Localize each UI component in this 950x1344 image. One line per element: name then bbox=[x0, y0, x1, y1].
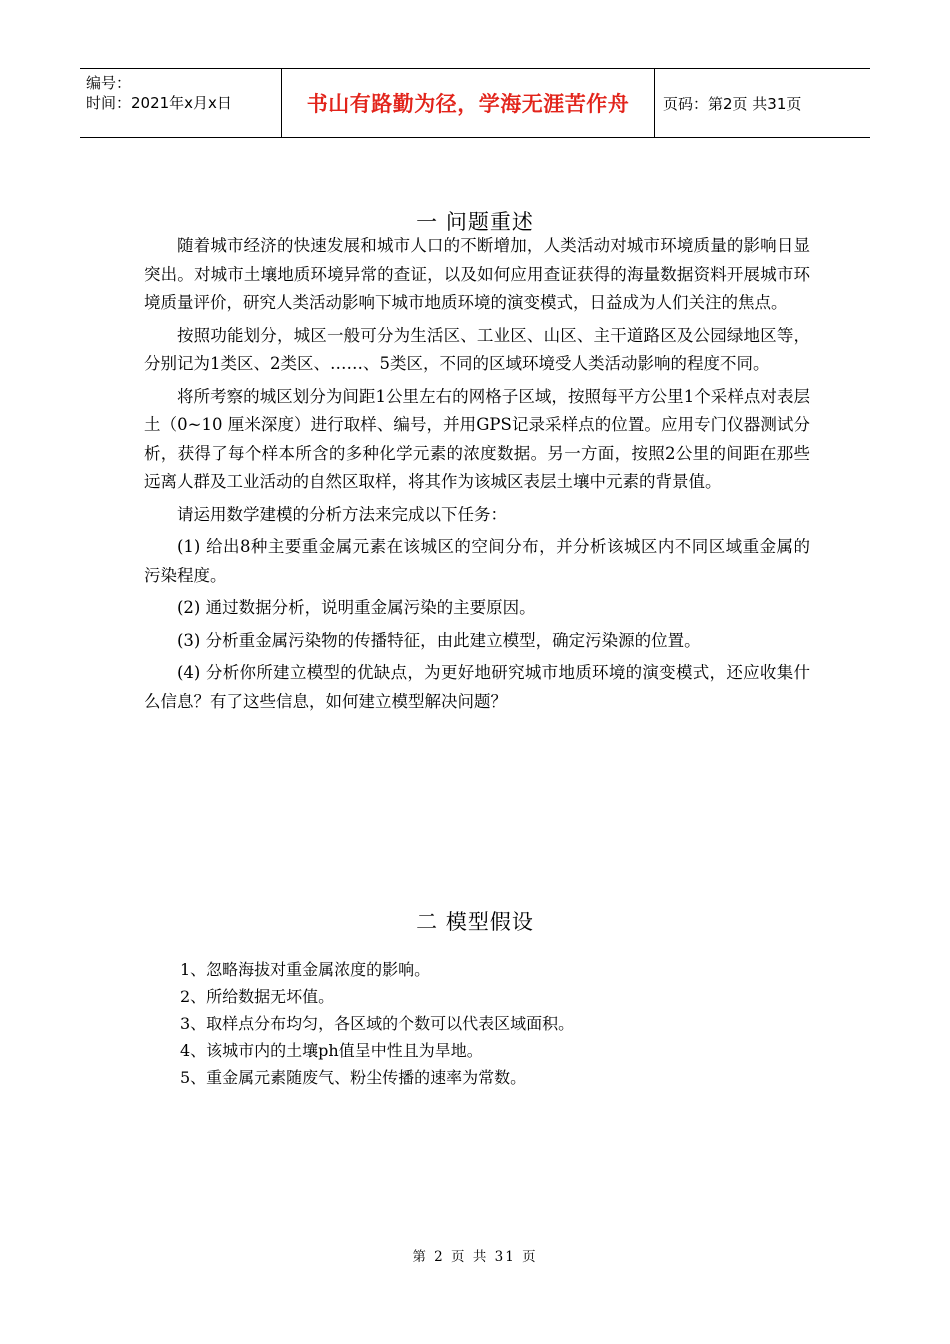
document-number-label: 编号： bbox=[86, 74, 132, 92]
section-title-model-assumptions: 二 模型假设 bbox=[416, 910, 534, 934]
header-motto: 书山有路勤为径，学海无涯苦作舟 bbox=[306, 92, 630, 116]
assumption-item: 2、所给数据无坏值。 bbox=[180, 987, 335, 1006]
assumption-item: 1、忽略海拔对重金属浓度的影响。 bbox=[180, 960, 431, 979]
header-meta bbox=[80, 69, 282, 137]
document-time-label: 时间：2021年x月x日 bbox=[86, 94, 232, 112]
assumption-item: 4、该城市内的土壤ph值呈中性且为旱地。 bbox=[180, 1041, 483, 1060]
header-motto-cell bbox=[282, 69, 655, 137]
section-title-problem-restatement: 一 问题重述 bbox=[416, 210, 534, 234]
page-footer: 第 2 页 共 31 页 bbox=[412, 1249, 538, 1265]
page-header bbox=[80, 68, 870, 138]
task-item: (4) 分析你所建立模型的优缺点，为更好地研究城市地质环境的演变模式，还应收集什么信息？有了这些信息，如何建立模型解决问题？ bbox=[144, 663, 810, 711]
assumption-item: 3、取样点分布均匀，各区域的个数可以代表区域面积。 bbox=[180, 1014, 575, 1033]
header-page-info: 页码：第2页 共31页 bbox=[663, 94, 802, 113]
paragraph: 随着城市经济的快速发展和城市人口的不断增加，人类活动对城市环境质量的影响日显突出。对城市土壤地质环境异常的查证，以及如何应用查证获得的海量数据资料开展城市环境质量评价，研究人类活动影响下城市地质环境的演变模式，日益成为人们关注的焦点。 bbox=[144, 236, 810, 312]
task-item: (1) 给出8种主要重金属元素在该城区的空间分布，并分析该城区内不同区域重金属的污染程度。 bbox=[144, 537, 810, 585]
task-item: (3) 分析重金属污染物的传播特征，由此建立模型，确定污染源的位置。 bbox=[177, 630, 701, 650]
paragraph: 将所考察的城区划分为间距1公里左右的网格子区域，按照每平方公里1个采样点对表层土（0~10 厘米深度）进行取样、编号，并用GPS记录采样点的位置。应用专门仪器测试分析，获得了每个样本所含的多种化学元素的浓度数据。另一方面，按照2公里的间距在那些远离人群及工业活动的自然区取样，将其作为该城区表层土壤中元素的背景值。 bbox=[144, 386, 810, 491]
assumption-list bbox=[180, 956, 800, 1091]
section-body-problem-restatement bbox=[144, 232, 810, 720]
paragraph: 按照功能划分，城区一般可分为生活区、工业区、山区、主干道路区及公园绿地区等，分别记为1类区、2类区、……、5类区，不同的区域环境受人类活动影响的程度不同。 bbox=[144, 325, 810, 373]
task-item: (2) 通过数据分析，说明重金属污染的主要原因。 bbox=[177, 598, 536, 617]
assumption-item: 5、重金属元素随废气、粉尘传播的速率为常数。 bbox=[180, 1068, 527, 1087]
paragraph: 请运用数学建模的分析方法来完成以下任务： bbox=[177, 504, 507, 524]
